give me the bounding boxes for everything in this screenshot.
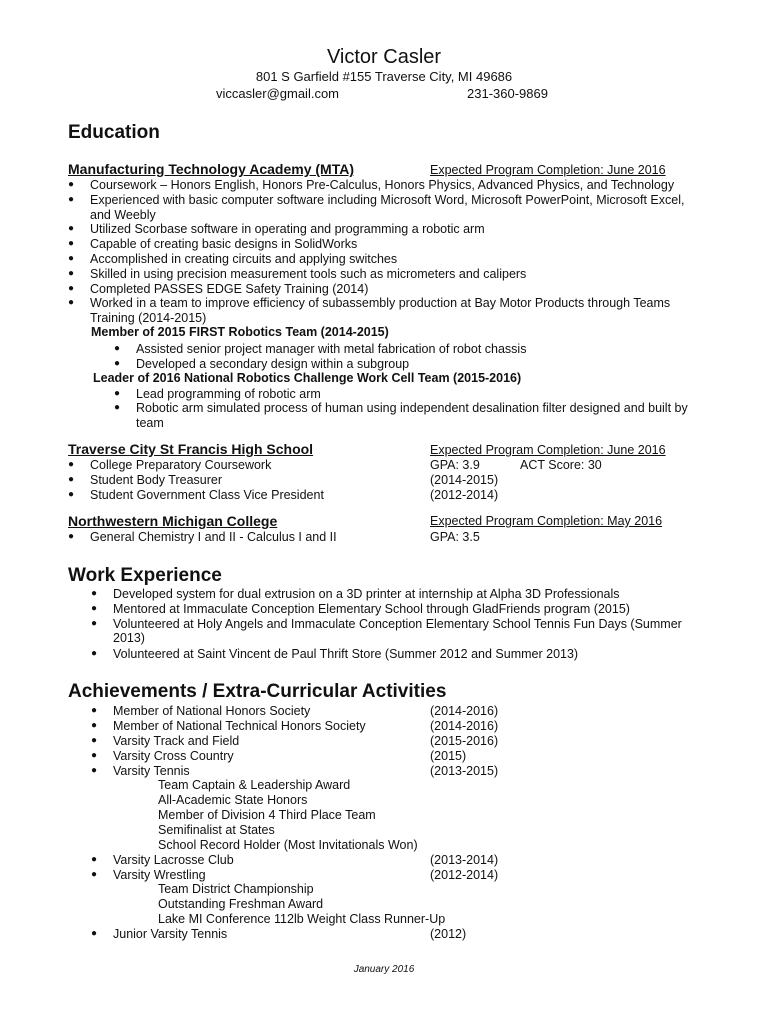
achievements-heading: Achievements / Extra-Curricular Activities	[68, 681, 447, 702]
stfrancis-item: Student Government Class Vice President	[90, 488, 324, 502]
bullet: ●	[114, 402, 121, 413]
achievement-date: (2014-2016)	[430, 704, 499, 718]
stfrancis-school-name: Traverse City St Francis High School	[68, 441, 314, 457]
bullet: ●	[91, 588, 98, 599]
first-team-title: Member of 2015 FIRST Robotics Team (2014-2015)	[91, 325, 389, 339]
bullet: ●	[114, 388, 121, 399]
bullet: ●	[68, 268, 75, 279]
bullet: ●	[91, 735, 98, 746]
work-bullet: Mentored at Immaculate Conception Elementary School through GladFriends program (2015)	[113, 602, 630, 616]
gpa: GPA: 3.5	[430, 530, 480, 544]
achievement-item: Varsity Tennis	[113, 764, 190, 778]
bullet: ●	[91, 750, 98, 761]
achievement-date: (2015-2016)	[430, 734, 499, 748]
nmc-expected: Expected Program Completion: May 2016	[430, 514, 663, 528]
mta-bullet: Coursework – Honors English, Honors Pre-Calculus, Honors Physics, Advanced Physics, and Technology	[90, 178, 675, 192]
bullet: ●	[68, 474, 75, 485]
bullet: ●	[114, 358, 121, 369]
mta-bullet: Utilized Scorbase software in operating and programming a robotic arm	[90, 222, 485, 236]
mta-expected: Expected Program Completion: June 2016	[430, 163, 666, 177]
bullet: ●	[68, 297, 75, 308]
bullet: ●	[91, 648, 98, 659]
mta-bullet: Capable of creating basic designs in SolidWorks	[90, 237, 358, 251]
bullet: ●	[91, 854, 98, 865]
address: 801 S Garfield #155 Traverse City, MI 49686	[255, 69, 513, 84]
bullet: ●	[68, 223, 75, 234]
bullet: ●	[91, 928, 98, 939]
bullet: ●	[91, 869, 98, 880]
work-heading: Work Experience	[68, 565, 222, 586]
item-date: (2012-2014)	[430, 488, 499, 502]
mta-school-name: Manufacturing Technology Academy (MTA)	[68, 161, 354, 177]
achievement-date: (2014-2016)	[430, 719, 499, 733]
achievement-item: Member of National Honors Society	[113, 704, 311, 718]
bullet: ●	[91, 603, 98, 614]
bullet: ●	[68, 238, 75, 249]
nmc-item: General Chemistry I and II - Calculus I and II	[90, 530, 337, 544]
work-bullet: Volunteered at Holy Angels and Immaculate Conception Elementary School Tennis Fun Days (Summer	[113, 617, 682, 631]
achievement-date: (2012-2014)	[430, 868, 499, 882]
bullet: ●	[91, 618, 98, 629]
gpa: GPA: 3.9	[430, 458, 480, 472]
mta-bullet-continued: and Weebly	[90, 208, 156, 222]
bullet: ●	[91, 765, 98, 776]
bullet: ●	[68, 459, 75, 470]
achievement-item: Varsity Cross Country	[113, 749, 234, 763]
first-team-bullet: Developed a secondary design within a subgroup	[136, 357, 410, 371]
bullet: ●	[91, 720, 98, 731]
achievement-subitem: Outstanding Freshman Award	[158, 897, 324, 911]
mta-bullet: Worked in a team to improve efficiency of subassembly production at Bay Motor Products through Teams	[90, 296, 671, 310]
bullet: ●	[68, 179, 75, 190]
bullet: ●	[91, 705, 98, 716]
nrc-team-bullet: Lead programming of robotic arm	[136, 387, 321, 401]
phone: 231-360-9869	[467, 86, 548, 101]
achievement-subitem: Lake MI Conference 112lb Weight Class Runner-Up	[158, 912, 446, 926]
achievement-item: Varsity Track and Field	[113, 734, 240, 748]
achievement-subitem: School Record Holder (Most Invitationals Won)	[158, 838, 418, 852]
achievement-subitem: Team Captain & Leadership Award	[158, 778, 351, 792]
stfrancis-item: Student Body Treasurer	[90, 473, 223, 487]
achievement-item: Varsity Lacrosse Club	[113, 853, 234, 867]
bullet: ●	[68, 489, 75, 500]
nrc-team-bullet-continued: team	[136, 416, 164, 430]
contact-line	[0, 86, 768, 102]
achievement-date: (2012)	[430, 927, 467, 941]
mta-bullet: Completed PASSES EDGE Safety Training (2014)	[90, 282, 369, 296]
bullet: ●	[68, 194, 75, 205]
bullet: ●	[114, 343, 121, 354]
work-bullet: Developed system for dual extrusion on a 3D printer at internship at Alpha 3D Professionals	[113, 587, 620, 601]
achievement-subitem: Semifinalist at States	[158, 823, 275, 837]
bullet: ●	[68, 531, 75, 542]
item-date: (2014-2015)	[430, 473, 499, 487]
mta-bullet: Accomplished in creating circuits and applying switches	[90, 252, 398, 266]
achievement-item: Junior Varsity Tennis	[113, 927, 228, 941]
bullet: ●	[68, 283, 75, 294]
email: viccasler@gmail.com	[216, 86, 339, 101]
education-heading: Education	[68, 122, 160, 143]
achievement-subitem: All-Academic State Honors	[158, 793, 308, 807]
work-bullet: Volunteered at Saint Vincent de Paul Thrift Store (Summer 2012 and Summer 2013)	[113, 647, 579, 661]
candidate-name: Victor Casler	[326, 46, 442, 68]
mta-bullet: Skilled in using precision measurement tools such as micrometers and calipers	[90, 267, 527, 281]
achievement-date: (2013-2014)	[430, 853, 499, 867]
achievement-item: Member of National Technical Honors Society	[113, 719, 366, 733]
achievement-date: (2015)	[430, 749, 467, 763]
stfrancis-expected: Expected Program Completion: June 2016	[430, 443, 666, 457]
mta-bullet-continued: Training (2014-2015)	[90, 311, 207, 325]
stfrancis-item: College Preparatory Coursework	[90, 458, 272, 472]
achievement-date: (2013-2015)	[430, 764, 499, 778]
achievement-subitem: Team District Championship	[158, 882, 314, 896]
nmc-school-name: Northwestern Michigan College	[68, 513, 278, 529]
mta-bullet: Experienced with basic computer software including Microsoft Word, Microsoft PowerPoint, Microsoft Excel,	[90, 193, 685, 207]
nrc-team-title: Leader of 2016 National Robotics Challenge Work Cell Team (2015-2016)	[93, 371, 522, 385]
bullet: ●	[68, 253, 75, 264]
nrc-team-bullet: Robotic arm simulated process of human using independent desalination filter designed and built by	[136, 401, 688, 415]
first-team-bullet: Assisted senior project manager with metal fabrication of robot chassis	[136, 342, 527, 356]
work-bullet-continued: 2013)	[113, 631, 145, 645]
act-score: ACT Score: 30	[520, 458, 602, 472]
achievement-item: Varsity Wrestling	[113, 868, 206, 882]
achievement-subitem: Member of Division 4 Third Place Team	[158, 808, 376, 822]
footer-date: January 2016	[353, 964, 415, 975]
